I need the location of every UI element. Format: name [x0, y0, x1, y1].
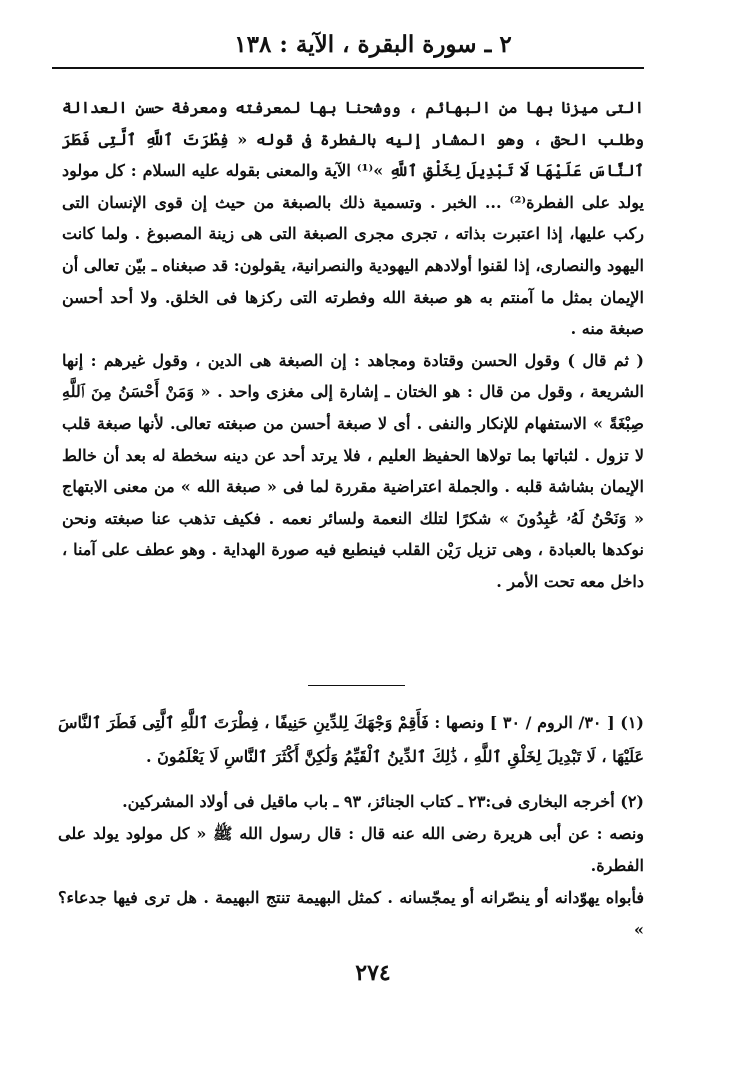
- footnote-divider: [308, 685, 405, 686]
- paragraph-2: ( ثم قال ) وقول الحسن وقتادة ومجاهد : إن الصبغة هى الدين ، وقول غيرهم : إنها الشريعة ، وقول من قال : هو الختان ـ إشارة إلى مغزى واحد . « وَمَنْ أَحْسَنُ مِنَ ٱللَّهِ صِبْغَةً » الاستفهام للإنكار والنفى . أى لا صبغة أحسن من صبغته تعالى. لأنها صبغة قلب لا تزول . لثباتها بما تولاها الحفيظ العليم ، فلا يرتد أحد عن دينه سخطة له بعد أن خالط الإيمان بشاشة قلبه . والجملة اعتراضية مقررة لما فى « صبغة الله » من معنى الابتهاج « وَنَحْنُ لَهُۥ عَٰبِدُونَ » شكرًا لتلك النعمة ولسائر نعمه . فكيف تذهب عنا صبغته ونحن نوكدها بالعبادة ، وهى تزيل رَيْن القلب فينطبع فيه صورة الهداية . وهو عطف على آمنا ، داخل معه تحت الأمر .: [62, 350, 644, 591]
- header-rule: [52, 67, 644, 69]
- running-header: ٢ ـ سورة البقرة ، الآية : ١٣٨: [234, 31, 512, 58]
- footnote-2-line-1: (٢) أخرجه البخارى فى:٢٣ ـ كتاب الجنائز، ٩٣ ـ باب ماقيل فى أولاد المشركين.: [122, 792, 644, 811]
- main-text: [62, 92, 644, 598]
- footnote-2-line-2: ونصه : عن أبى هريرة رضى الله عنه قال : قال رسول الله ﷺ « كل مولود يولد على الفطرة.: [58, 824, 644, 875]
- page-number: ٢٧٤: [355, 960, 391, 986]
- footnote-1: (١) [ ٣٠/ الروم / ٣٠ ] ونصها : فَأَقِمْ وَجْهَكَ لِلدِّينِ حَنِيفًا ، فِطْرَتَ ٱللَّهِ ٱلَّتِى فَطَرَ ٱلنَّاسَ عَلَيْهَا ، لَا تَبْدِيلَ لِخَلْقِ ٱللَّهِ ، ذَٰلِكَ ٱلدِّينُ ٱلْقَيِّمُ وَلَٰكِنَّ أَكْثَرَ ٱلنَّاسِ لَا يَعْلَمُونَ .: [58, 713, 644, 766]
- footnotes: [58, 706, 644, 946]
- paragraph-1: التى ميزنا بها من البهائم ، ووشحنا بها لمعرفته ومعرفة حسن العدالة وطلب الحق ، وهو المشار إليه بالفطرة فى قوله « فِطْرَتَ ٱللَّهِ ٱلَّتِى فَطَرَ ٱلنَّاسَ عَلَيْهَا لَا تَبْدِيلَ لِخَلْقِ ٱللَّهِ »⁽¹⁾ الآية والمعنى بقوله عليه السلام : كل مولود يولد على الفطرة⁽²⁾ ... الخبر . وتسمية ذلك بالصبغة من حيث إن قوى الإنسان التى ركب عليها، إذا اعتبرت بذاته ، تجرى مجرى الصبغة التى هى زينة المصبوغ . ولما كانت اليهود والنصارى، إذا لقنوا أولادهم اليهودية والنصرانية، يقولون: قد صبغناه ـ بيّن تعالى أن الإيمان بمثل ما آمنتم به هو صبغة الله وفطرته التى ركزها فى الخلق. ولا أحد أحسن صبغة منه .: [62, 98, 645, 339]
- footnote-2-line-3: فأبواه يهوّدانه أو ينصّرانه أو يمجّسانه . كمثل البهيمة تنتج البهيمة . هل ترى فيها جدعاء؟ »: [58, 888, 644, 939]
